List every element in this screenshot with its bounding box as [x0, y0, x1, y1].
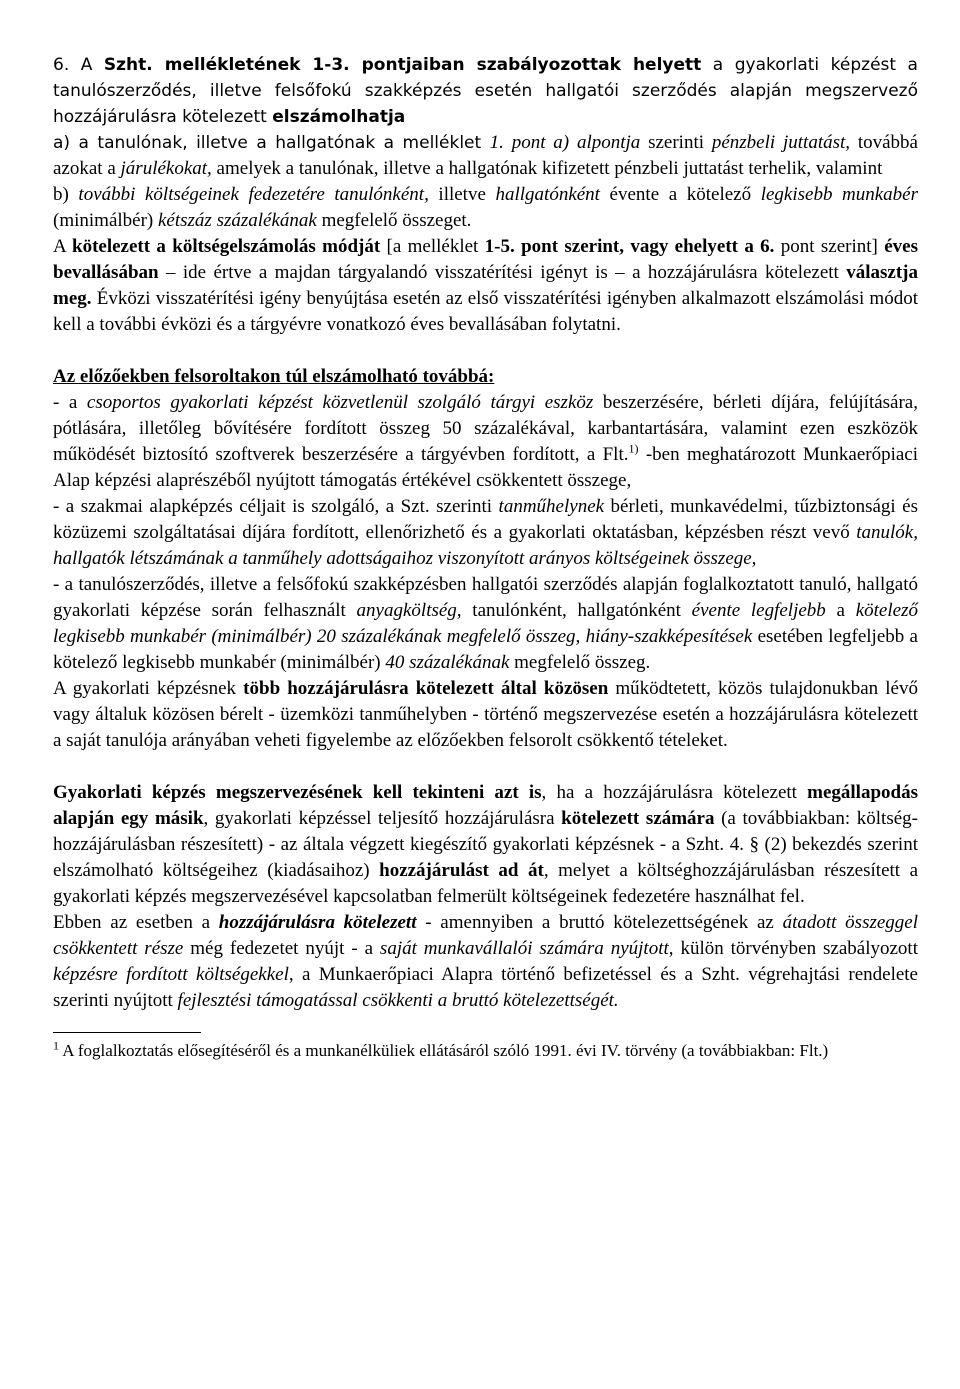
text: még fedezetet nyújt - a [183, 938, 380, 959]
list-item-workshop [53, 494, 918, 572]
text: , melyet a költséghozzájárulásban részesített a gyakorlati képzés megszervezésével kapcsolatban felmerült költségeinek fedezetére használhat fel. [53, 860, 919, 907]
text-italic: járulékokat, [120, 158, 212, 179]
text: továbbá azokat a [53, 132, 918, 179]
text: szerinti [640, 132, 712, 153]
text: amelyek a tanulónak, illetve a hallgatónak kifizetett pénzbeli juttatást terhelik, valamint [211, 158, 883, 179]
text-bold: több hozzájárulásra kötelezett által közösen [243, 678, 609, 699]
text-italic: 1. pont a) alpontja [489, 132, 641, 153]
text-italic: saját munkavállalói számára nyújtott [379, 938, 669, 959]
text: Ebben az esetben a [53, 912, 219, 933]
text: Évközi visszatérítési igény benyújtása esetén az első visszatérítési igényben alkalmazott elszámolási módot kell a további évközi és a tárgyévre vonatkozó éves bevallásában folytatni. [53, 288, 918, 335]
text-italic: átadott összeggel csökkentett része [53, 912, 918, 959]
list-item-material [53, 572, 918, 676]
spacer [53, 338, 918, 364]
text: működtetett, közös tulajdonukban lévő vagy általuk közösen bérelt - üzemközi tanműhelyben - történő megszervezése esetén a hozzájárulásra kötelezett a saját tanulója arányában veheti figyelembe az előzőekben felsorolt csökkentő tételeket. [53, 678, 918, 751]
footnote-mark: 1 [53, 1038, 59, 1053]
item-a [53, 130, 918, 182]
footnote-ref: 1) [628, 441, 639, 456]
text-bold: elszámolhatja [272, 107, 406, 127]
text: (a továbbiakban: költség-hozzájárulásban részesített) - az általa végzett kiegészítő gyakorlati képzésnek - a Szht. 4. § (2) bekezdés szerint elszámolható költségeihez (kiadásaihoz) [53, 808, 918, 881]
text-italic: tanműhelynek [498, 496, 605, 517]
text: , külön törvényben szabályozott [668, 938, 918, 959]
text-bold: Gyakorlati képzés megszervezésének kell tekinteni azt is [53, 782, 542, 803]
text-italic: kétszáz százalékának [158, 210, 317, 231]
text: a gyakorlati képzést a tanulószerződés, illetve felsőfokú szakképzés esetén hallgatói szerződés alapján megszervező hozzájárulásra kötelezett [53, 55, 918, 127]
footnote-text: A foglalkoztatás elősegítéséről és a munkanélküliek ellátásáról szóló 1991. évi IV. törvény (a továbbiakban: Flt.) [59, 1041, 829, 1060]
text: - a szakmai alapképzés céljait is szolgáló, a Szt. szerinti [53, 496, 499, 517]
text-bold: kötelezett a költségelszámolás módját [72, 236, 381, 257]
text: esetében legfeljebb a kötelező legkisebb munkabér (minimálbér) [53, 626, 918, 673]
text-italic: képzésre fordított költségekkel [53, 964, 289, 985]
text-bold: választja meg. [53, 262, 918, 309]
text-bold: megállapodás alapján egy másik [53, 782, 918, 829]
paragraph-joint [53, 676, 918, 754]
text: a [825, 600, 856, 621]
text: pont szerint] [774, 236, 885, 257]
text: b) [53, 184, 79, 205]
document-page [53, 52, 918, 1063]
text-italic: legkisebb munkabér [760, 184, 919, 205]
text-italic: tanulók, hallgatók létszámának a tanműhely adottságaihoz viszonyított arányos költségeinek összege, [53, 522, 918, 569]
text: (minimálbér) [53, 210, 158, 231]
footnote [53, 1039, 918, 1063]
text-italic: anyagköltség, [356, 600, 462, 621]
text-bold: hozzájárulást ad át [379, 860, 544, 881]
text: tanulónként, hallgatónként [461, 600, 692, 621]
text: megfelelő összeget. [316, 210, 472, 231]
text-italic: fejlesztési támogatással csökkenti a bruttó kötelezettségét. [177, 990, 619, 1011]
text: , ha a hozzájárulásra kötelezett [541, 782, 808, 803]
text: - amennyiben a bruttó kötelezettségének az [416, 912, 783, 933]
text: beszerzésére, bérleti díjára, felújítására, pótlására, illetőleg bővítésére fordított összeg 50 százalékával, karbantartására, valamint ezen eszközök működését biztosító szoftverek beszerzésére a tárgyévben fordított, a Flt. [53, 392, 918, 465]
item-b [53, 182, 918, 234]
paragraph-case [53, 910, 918, 1014]
text-italic: évente legfeljebb [691, 600, 826, 621]
spacer [53, 754, 918, 780]
text-italic: további költségeinek fedezetére tanulónként, [78, 184, 429, 205]
text: -ben meghatározott Munkaerőpiaci Alap képzési alaprészéből nyújtott támogatás értékével csökkentett összege, [53, 444, 918, 491]
text: , a Munkaerőpiaci Alapra történő befizetéssel és a Szht. végrehajtási rendelete szerinti nyújtott [53, 964, 918, 1011]
text-bold: Szht. mellékletének 1-3. pontjaiban szabályozottak helyett [103, 55, 702, 75]
text: évente a kötelező [599, 184, 761, 205]
text-bold: éves bevallásában [53, 236, 918, 283]
text-bold: kötelezett számára [561, 808, 715, 829]
text: megfelelő összeg. [509, 652, 651, 673]
text-italic: hallgatónként [495, 184, 600, 205]
paragraph-method [53, 234, 918, 338]
list-item-equipment [53, 390, 918, 494]
section-heading [53, 364, 918, 390]
text: - a [53, 392, 87, 413]
text-italic: pénzbeli juttatást, [711, 132, 851, 153]
heading-text: Az előzőekben felsoroltakon túl elszámolható továbbá: [53, 366, 495, 387]
text: , gyakorlati képzéssel teljesítő hozzájárulásra [203, 808, 562, 829]
paragraph-organization [53, 780, 918, 910]
text: - a tanulószerződés, illetve a felsőfokú szakképzésben hallgatói szerződés alapján foglalkoztatott tanuló, hallgató gyakorlati képzése során felhasznált [53, 574, 918, 621]
text: a) a tanulónak, illetve a hallgatónak a melléklet [53, 133, 490, 153]
text-bold-italic: hozzájárulásra kötelezett [218, 912, 417, 933]
text-italic: kötelező legkisebb munkabér (minimálbér) 20 százalékának megfelelő összeg, hiány-szakképesítések [53, 600, 918, 647]
footnote-divider [53, 1032, 201, 1033]
text: bérleti, munkavédelmi, tűzbiztonsági és közüzemi szolgáltatásai díjára fordított, ellenőrizhető és a gyakorlati oktatásban, képzésben részt vevő [53, 496, 918, 543]
text-italic: csoportos gyakorlati képzést közvetlenül szolgáló tárgyi eszköz [86, 392, 594, 413]
text: illetve [428, 184, 496, 205]
paragraph-6-intro [53, 52, 918, 130]
text-bold: 1-5. pont szerint, vagy ehelyett a 6. [484, 236, 775, 257]
text: – ide értve a majdan tárgyalandó visszatérítési igényt is – a hozzájárulásra kötelezett [158, 262, 847, 283]
text: 6. A [53, 55, 104, 75]
text: A [53, 236, 73, 257]
text: A gyakorlati képzésnek [53, 678, 244, 699]
text-italic: 40 százalékának [385, 652, 510, 673]
text: [a melléklet [380, 236, 485, 257]
